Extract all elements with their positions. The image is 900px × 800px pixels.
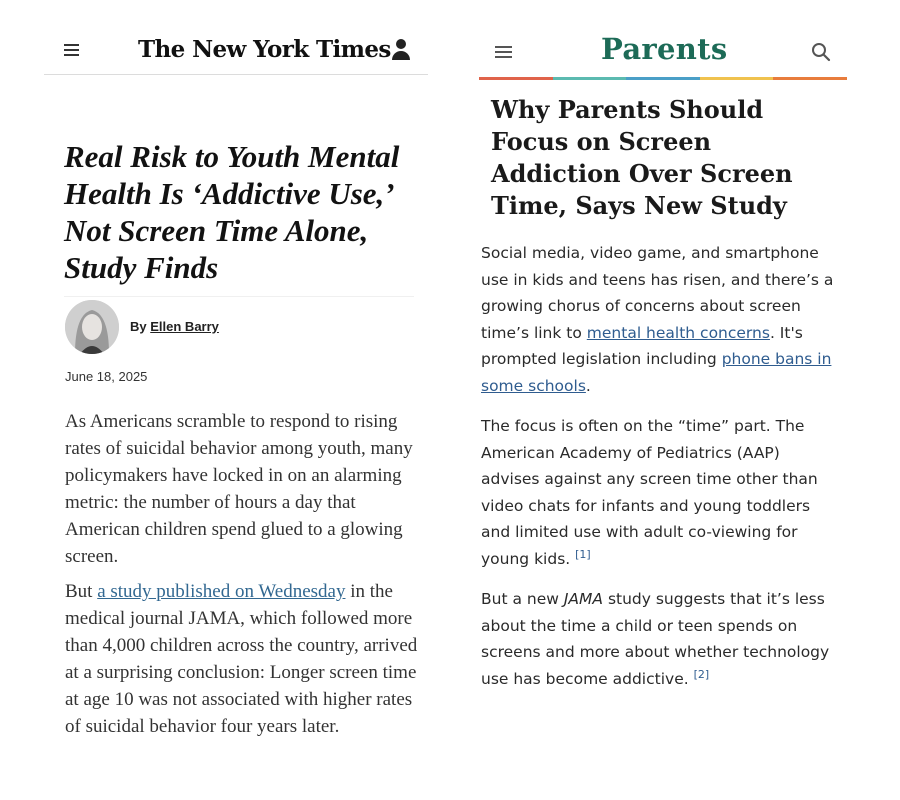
- paragraph-text: study suggests that it’s less about the time a child or teen spends on screens and more about whether technology use has become addictive.: [481, 590, 830, 688]
- article-body: [481, 240, 843, 706]
- parents-header: [479, 28, 847, 78]
- stripe-segment: [700, 77, 774, 80]
- publish-date: June 18, 2025: [65, 369, 148, 384]
- hamburger-menu-icon[interactable]: [495, 46, 512, 58]
- phone-bans-link[interactable]: phone bans in some schools: [481, 350, 832, 395]
- paragraph-text: But: [65, 581, 98, 602]
- hamburger-menu-icon[interactable]: [64, 44, 79, 56]
- author-photo[interactable]: [65, 300, 119, 354]
- paragraph-text: .: [585, 376, 591, 395]
- user-account-icon[interactable]: [392, 39, 410, 61]
- body-paragraph: [481, 413, 843, 572]
- byline-divider: [64, 296, 414, 297]
- journal-name: JAMA: [563, 590, 604, 608]
- nyt-header: [44, 28, 428, 75]
- stripe-segment: [773, 77, 847, 80]
- paragraph-text: Social media, video game, and smartphone use in kids and teens has risen, and there’s a growing chorus of concerns about screen time’s link to: [481, 244, 834, 342]
- study-link[interactable]: a study published on Wednesday: [97, 581, 346, 602]
- mental-health-link[interactable]: mental health concerns: [586, 323, 770, 342]
- color-stripe: [479, 77, 847, 80]
- body-paragraph: [481, 586, 843, 692]
- citation-link-1[interactable]: [1]: [575, 547, 591, 561]
- citation-link-2[interactable]: [2]: [693, 667, 710, 681]
- body-paragraph: [65, 578, 427, 740]
- paragraph-text: But a new: [481, 590, 564, 608]
- stripe-segment: [479, 77, 553, 80]
- stripe-segment: [626, 77, 700, 80]
- nyt-logo[interactable]: The New York Times: [138, 36, 391, 63]
- byline-prefix: By: [130, 319, 147, 334]
- nyt-article-panel: [44, 0, 428, 800]
- body-paragraph: As Americans scramble to respond to rising rates of suicidal behavior among youth, many policymakers have locked in on an alarming metric: the number of hours a day that American children spend glued to a glowing screen.: [65, 411, 413, 567]
- search-icon[interactable]: [811, 42, 831, 62]
- paragraph-text: in the medical journal JAMA, which followed more than 4,000 children across the country, arrived at a surprising conclusion: Longer screen time at age 10 was not associated with higher rates of suicidal behavior four years later.: [65, 581, 418, 737]
- body-paragraph: [481, 240, 843, 399]
- article-headline: Real Risk to Youth Mental Health Is ‘Addictive Use,’ Not Screen Time Alone, Study Finds: [64, 139, 400, 285]
- stripe-segment: [553, 77, 627, 80]
- paragraph-text: The focus is often on the “time” part. The American Academy of Pediatrics (AAP) advises against any screen time other than video chats for infants and young toddlers and limited use with adult co-viewing for young kids.: [481, 417, 818, 568]
- article-body: [65, 408, 427, 748]
- byline: [130, 319, 219, 334]
- author-link[interactable]: Ellen Barry: [150, 319, 219, 334]
- parents-article-panel: [479, 0, 847, 800]
- parents-logo[interactable]: Parents: [601, 32, 728, 66]
- paragraph-text: . It's prompted legislation including: [481, 323, 803, 368]
- article-headline: Why Parents Should Focus on Screen Addiction Over Screen Time, Says New Study: [491, 95, 793, 220]
